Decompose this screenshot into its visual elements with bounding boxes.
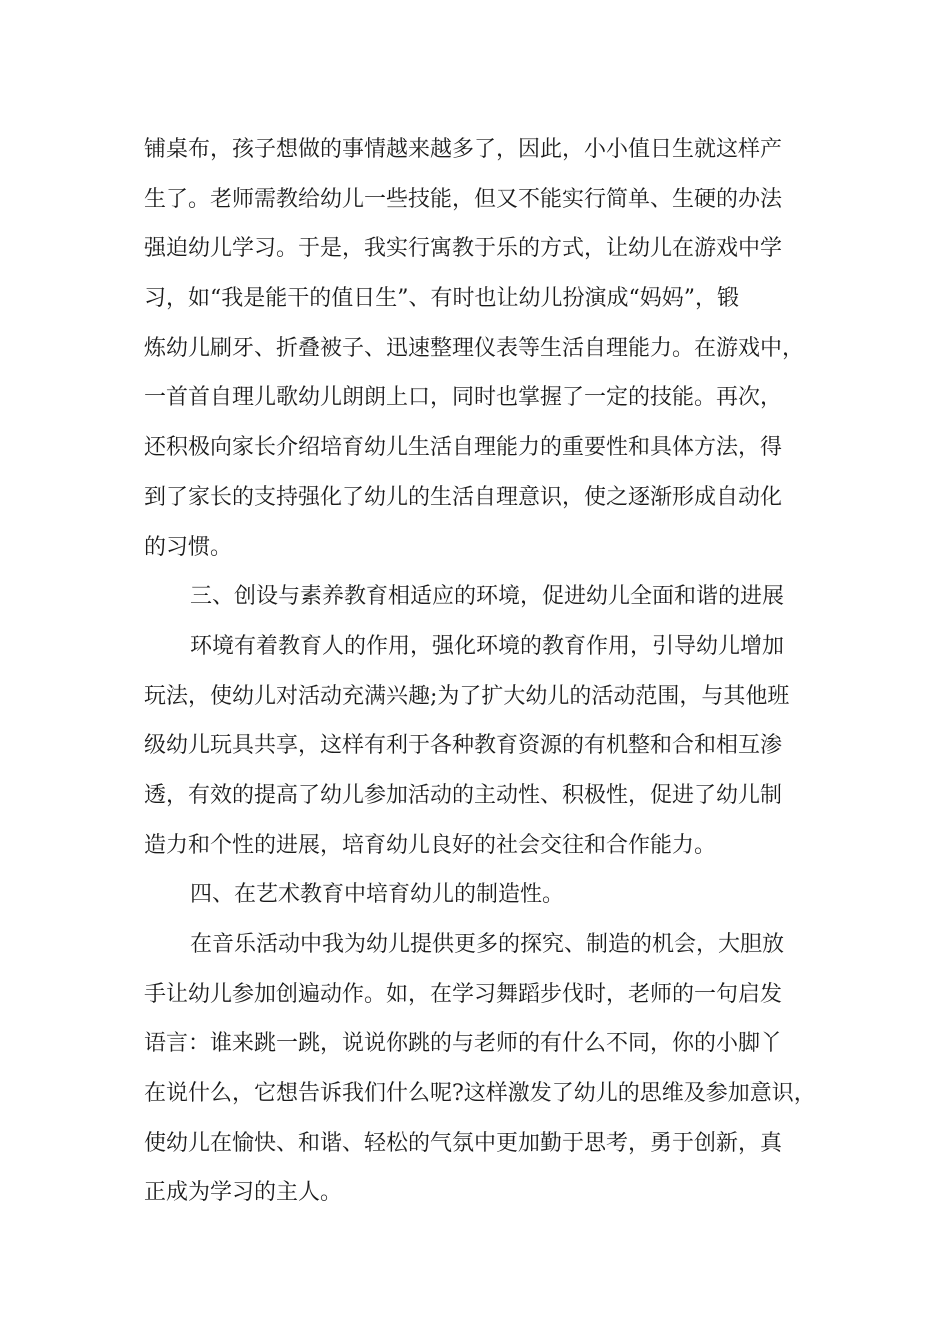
text-line: 强迫幼儿学习。于是，我实行寓教于乐的方式，让幼儿在游戏中学 [144, 236, 783, 262]
paragraph-first-line: 三、创设与素养教育相适应的环境，促进幼儿全面和谐的进展 [190, 584, 785, 610]
paragraph-first-line: 环境有着教育人的作用，强化环境的教育作用，引导幼儿增加 [190, 633, 785, 659]
text-line: 使幼儿在愉快、和谐、轻松的气氛中更加勤于思考，勇于创新，真 [144, 1130, 783, 1156]
text-line: 还积极向家长介绍培育幼儿生活自理能力的重要性和具体方法，得 [144, 435, 783, 461]
paragraph-first-line: 四、在艺术教育中培育幼儿的制造性。 [190, 882, 565, 908]
text-line: 习，如“我是能干的值日生”、有时也让幼儿扮演成“妈妈”，锻 [144, 286, 739, 312]
text-line: 玩法，使幼儿对活动充满兴趣;为了扩大幼儿的活动范围，与其他班 [144, 683, 790, 709]
text-line: 炼幼儿刷牙、折叠被子、迅速整理仪表等生活自理能力。在游戏中， [144, 335, 805, 361]
text-line: 级幼儿玩具共享，这样有利于各种教育资源的有机整和合和相互渗 [144, 733, 783, 759]
text-line: 生了。老师需教给幼儿一些技能，但又不能实行简单、生硬的办法 [144, 186, 783, 212]
text-line: 透，有效的提高了幼儿参加活动的主动性、积极性，促进了幼儿制 [144, 782, 783, 808]
text-line: 到了家长的支持强化了幼儿的生活自理意识，使之逐渐形成自动化 [144, 484, 783, 510]
text-line: 在说什么，它想告诉我们什么呢?这样激发了幼儿的思维及参加意识， [144, 1081, 816, 1107]
body-text [144, 125, 824, 1218]
text-line: 手让幼儿参加创遍动作。如，在学习舞蹈步伐时，老师的一句启发 [144, 981, 783, 1007]
text-line: 的习惯。 [144, 534, 233, 560]
text-line: 铺桌布，孩子想做的事情越来越多了，因此，小小值日生就这样产 [144, 137, 783, 162]
paragraph-first-line: 在音乐活动中我为幼儿提供更多的探究、制造的机会，大胆放 [190, 932, 785, 957]
text-line: 正成为学习的主人。 [144, 1180, 343, 1206]
text-line: 造力和个性的进展，培育幼儿良好的社会交往和合作能力。 [144, 832, 717, 858]
text-line: 语言：谁来跳一跳，说说你跳的与老师的有什么不同，你的小脚丫 [144, 1031, 783, 1057]
text-line: 一首首自理儿歌幼儿朗朗上口，同时也掌握了一定的技能。再次， [144, 385, 783, 411]
